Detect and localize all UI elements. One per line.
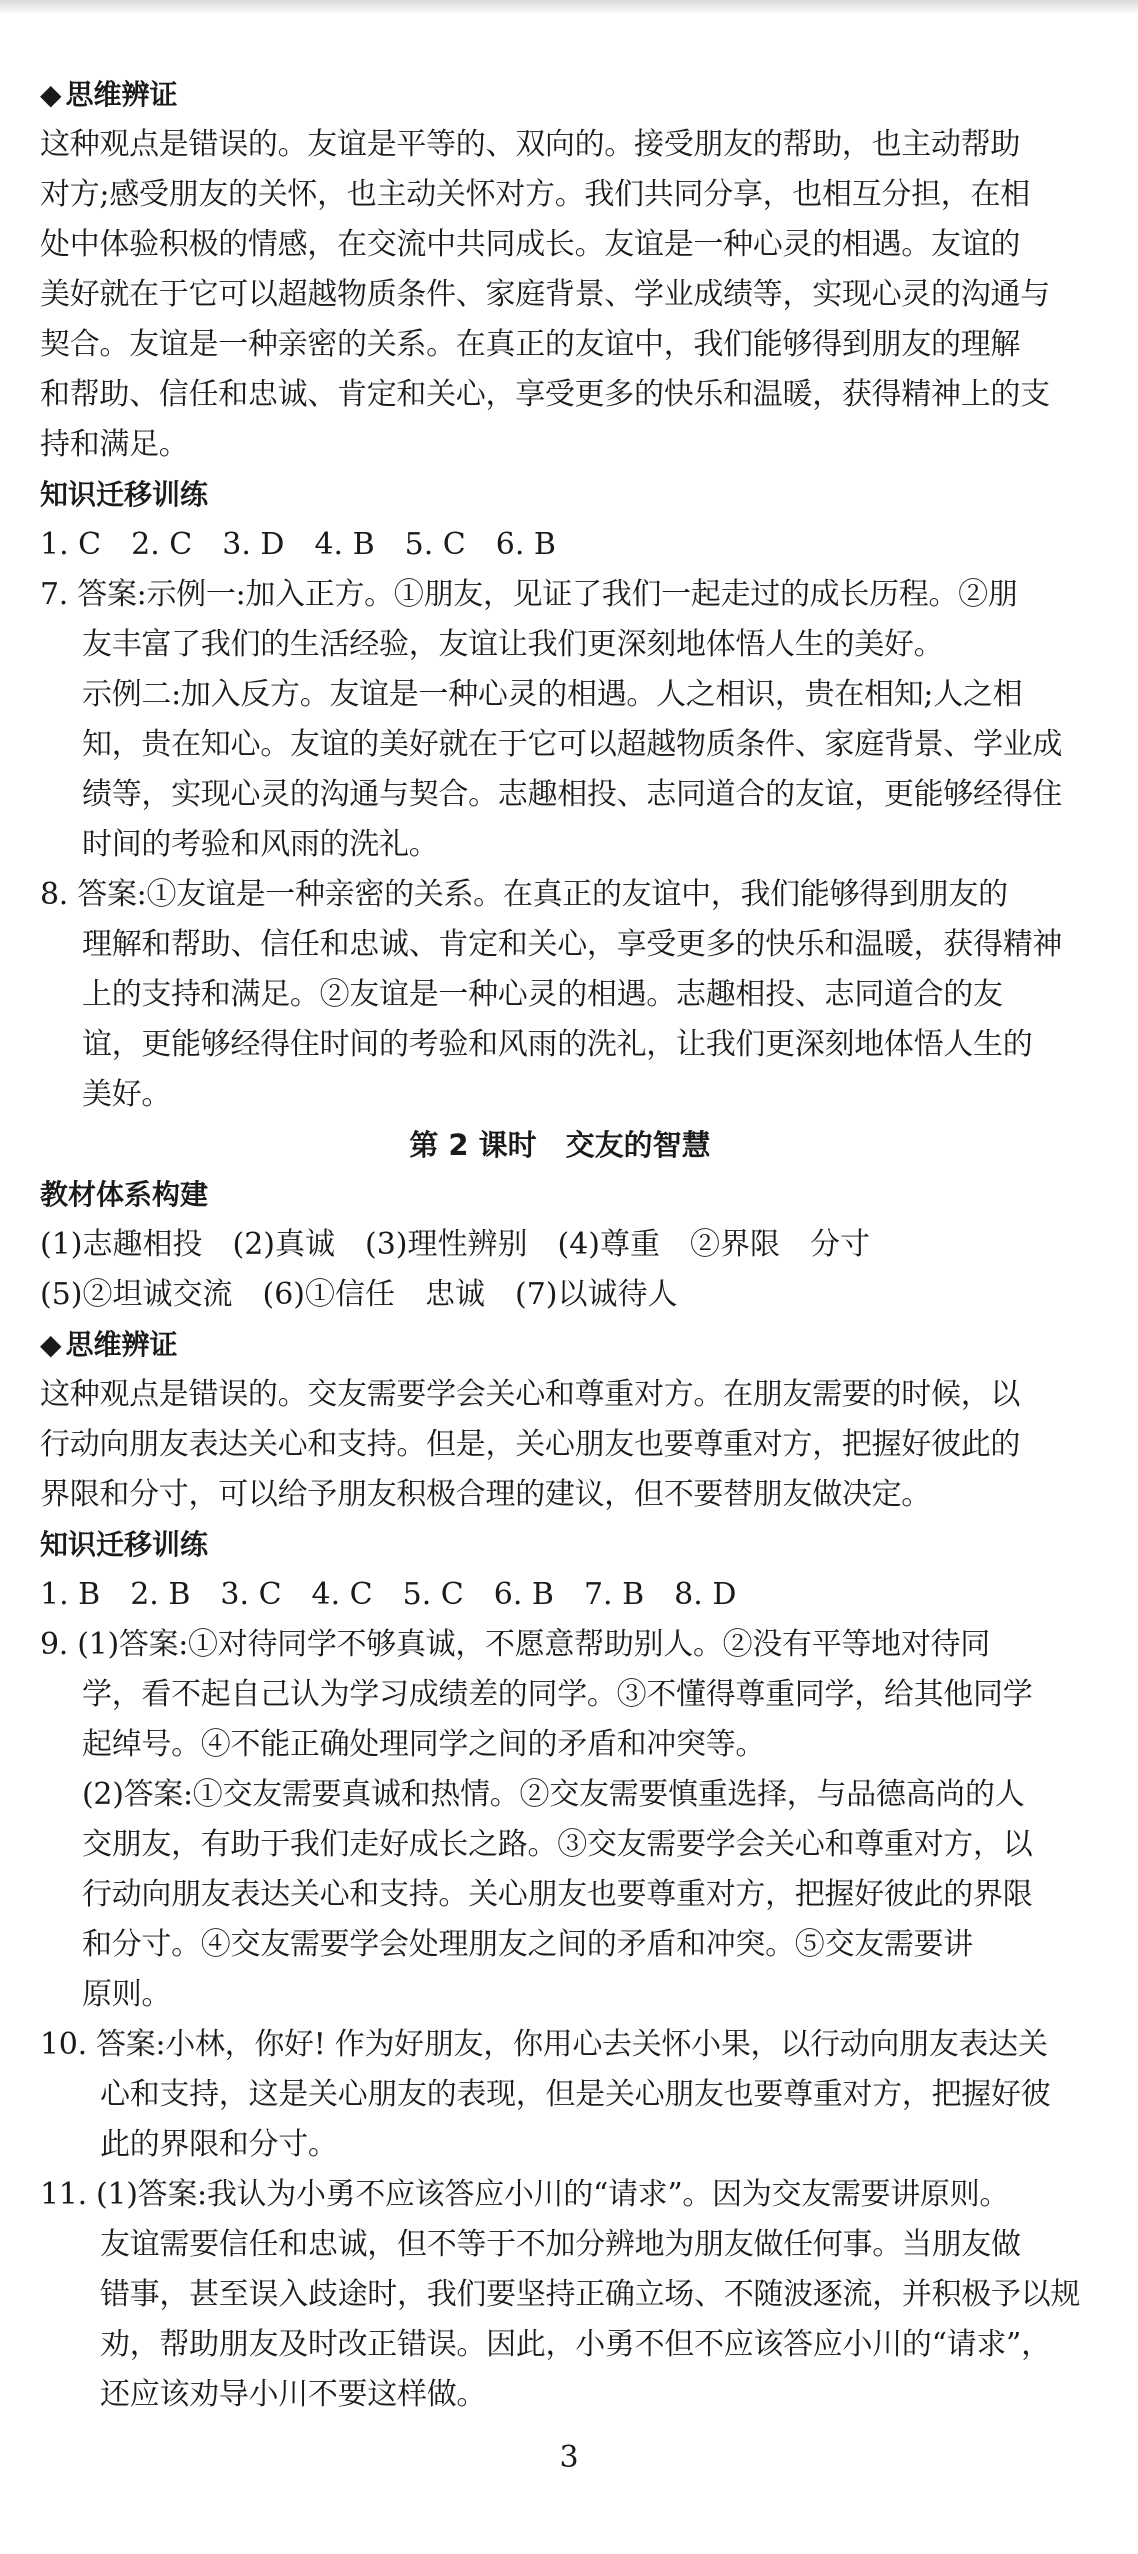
question-10-line: 此的界限和分寸。 (100, 2127, 338, 2162)
question-7-line: 绩等，实现心灵的沟通与契合。志趣相投、志同道合的友谊，更能够经得住 (82, 777, 1063, 812)
fill-answer-line: (5)②坦诚交流 (6)①信任 忠诚 (7)以诚待人 (40, 1277, 678, 1312)
question-10-line: 心和支持，这是关心朋友的表现，但是关心朋友也要尊重对方，把握好彼 (100, 2077, 1051, 2112)
question-9-line: 行动向朋友表达关心和支持。关心朋友也要尊重对方，把握好彼此的界限 (82, 1877, 1033, 1912)
question-8-line: 上的支持和满足。②友谊是一种心灵的相遇。志趣相投、志同道合的友 (82, 977, 1003, 1012)
scan-top-shadow (0, 0, 1138, 14)
question-8-line: 理解和帮助、信任和忠诚、肯定和关心，享受更多的快乐和温暖，获得精神 (82, 927, 1063, 962)
paragraph-line: 行动向朋友表达关心和支持。但是，关心朋友也要尊重对方，把握好彼此的 (40, 1427, 1021, 1462)
diamond-icon: ◆ (40, 1328, 62, 1361)
paragraph-line: 美好就在于它可以超越物质条件、家庭背景、学业成绩等，实现心灵的沟通与 (40, 277, 1050, 312)
paragraph-line: 这种观点是错误的。友谊是平等的、双向的。接受朋友的帮助，也主动帮助 (40, 127, 1021, 162)
section-heading-textbook: 教材体系构建 (40, 1178, 209, 1211)
answer-key-line: 1. C 2. C 3. D 4. B 5. C 6. B (40, 527, 556, 562)
fill-answer-line: (1)志趣相投 (2)真诚 (3)理性辨别 (4)尊重 ②界限 分寸 (40, 1227, 870, 1262)
paragraph-line: 界限和分寸，可以给予朋友积极合理的建议，但不要替朋友做决定。 (40, 1477, 931, 1512)
question-7-line: 友丰富了我们的生活经验，友谊让我们更深刻地体悟人生的美好。 (82, 627, 944, 662)
question-9-line: (2)答案:①交友需要真诚和热情。②交友需要慎重选择，与品德高尚的人 (82, 1777, 1025, 1812)
answer-page (40, 70, 1080, 2420)
question-9-line: 9. (1)答案:①对待同学不够真诚，不愿意帮助别人。②没有平等地对待同 (40, 1627, 990, 1662)
question-11-line: 11. (1)答案:我认为小勇不应该答应小川的“请求”。因为交友需要讲原则。 (40, 2177, 1010, 2212)
question-7-line: 示例二:加入反方。友谊是一种心灵的相遇。人之相识，贵在相知;人之相 (82, 677, 1023, 712)
question-11-line: 友谊需要信任和忠诚，但不等于不加分辨地为朋友做任何事。当朋友做 (100, 2227, 1021, 2262)
question-8-line: 谊，更能够经得住时间的考验和风雨的洗礼，让我们更深刻地体悟人生的 (82, 1027, 1033, 1062)
question-8-line: 8. 答案:①友谊是一种亲密的关系。在真正的友谊中，我们能够得到朋友的 (40, 877, 1008, 912)
answer-key-line: 1. B 2. B 3. C 4. C 5. C 6. B 7. B 8. D (40, 1577, 737, 1612)
section-heading-practice: 知识迁移训练 (40, 1528, 209, 1561)
section-heading-practice: 知识迁移训练 (40, 478, 209, 511)
paragraph-line: 对方;感受朋友的关怀，也主动关怀对方。我们共同分享，也相互分担，在相 (40, 177, 1030, 212)
paragraph-line: 契合。友谊是一种亲密的关系。在真正的友谊中，我们能够得到朋友的理解 (40, 327, 1021, 362)
question-11-line: 错事，甚至误入歧途时，我们要坚持正确立场、不随波逐流，并积极予以规 (100, 2277, 1081, 2312)
question-9-line: 学，看不起自己认为学习成绩差的同学。③不懂得尊重同学，给其他同学 (82, 1677, 1033, 1712)
question-8-line: 美好。 (82, 1077, 172, 1112)
section-heading-thinking: ◆ 思维辨证 (40, 1320, 1080, 1370)
page-number: 3 (559, 2440, 579, 2475)
question-10-line: 10. 答案:小林，你好! 作为好朋友，你用心去关怀小果，以行动向朋友表达关 (40, 2027, 1048, 2062)
diamond-icon: ◆ (40, 78, 62, 111)
question-11-line: 还应该劝导小川不要这样做。 (100, 2377, 487, 2412)
lesson-title: 第 2 课时 交友的智慧 (409, 1128, 711, 1162)
question-7-line: 知，贵在知心。友谊的美好就在于它可以超越物质条件、家庭背景、学业成 (82, 727, 1063, 762)
paragraph-line: 持和满足。 (40, 427, 189, 462)
question-9-line: 起绰号。④不能正确处理同学之间的矛盾和冲突等。 (82, 1727, 766, 1762)
question-9-line: 原则。 (82, 1977, 172, 2012)
question-9-line: 和分寸。④交友需要学会处理朋友之间的矛盾和冲突。⑤交友需要讲 (82, 1927, 973, 1962)
question-7-line: 时间的考验和风雨的洗礼。 (82, 827, 439, 862)
paragraph-line: 处中体验积极的情感，在交流中共同成长。友谊是一种心灵的相遇。友谊的 (40, 227, 1021, 262)
paragraph-line: 这种观点是错误的。交友需要学会关心和尊重对方。在朋友需要的时候，以 (40, 1377, 1021, 1412)
question-9-line: 交朋友，有助于我们走好成长之路。③交友需要学会关心和尊重对方，以 (82, 1827, 1033, 1862)
question-11-line: 劝，帮助朋友及时改正错误。因此，小勇不但不应该答应小川的“请求”， (100, 2327, 1051, 2362)
question-7-line: 7. 答案:示例一:加入正方。①朋友，见证了我们一起走过的成长历程。②朋 (40, 577, 1018, 612)
section-heading-thinking: ◆ 思维辨证 (40, 70, 1080, 120)
paragraph-line: 和帮助、信任和忠诚、肯定和关心，享受更多的快乐和温暖，获得精神上的支 (40, 377, 1050, 412)
